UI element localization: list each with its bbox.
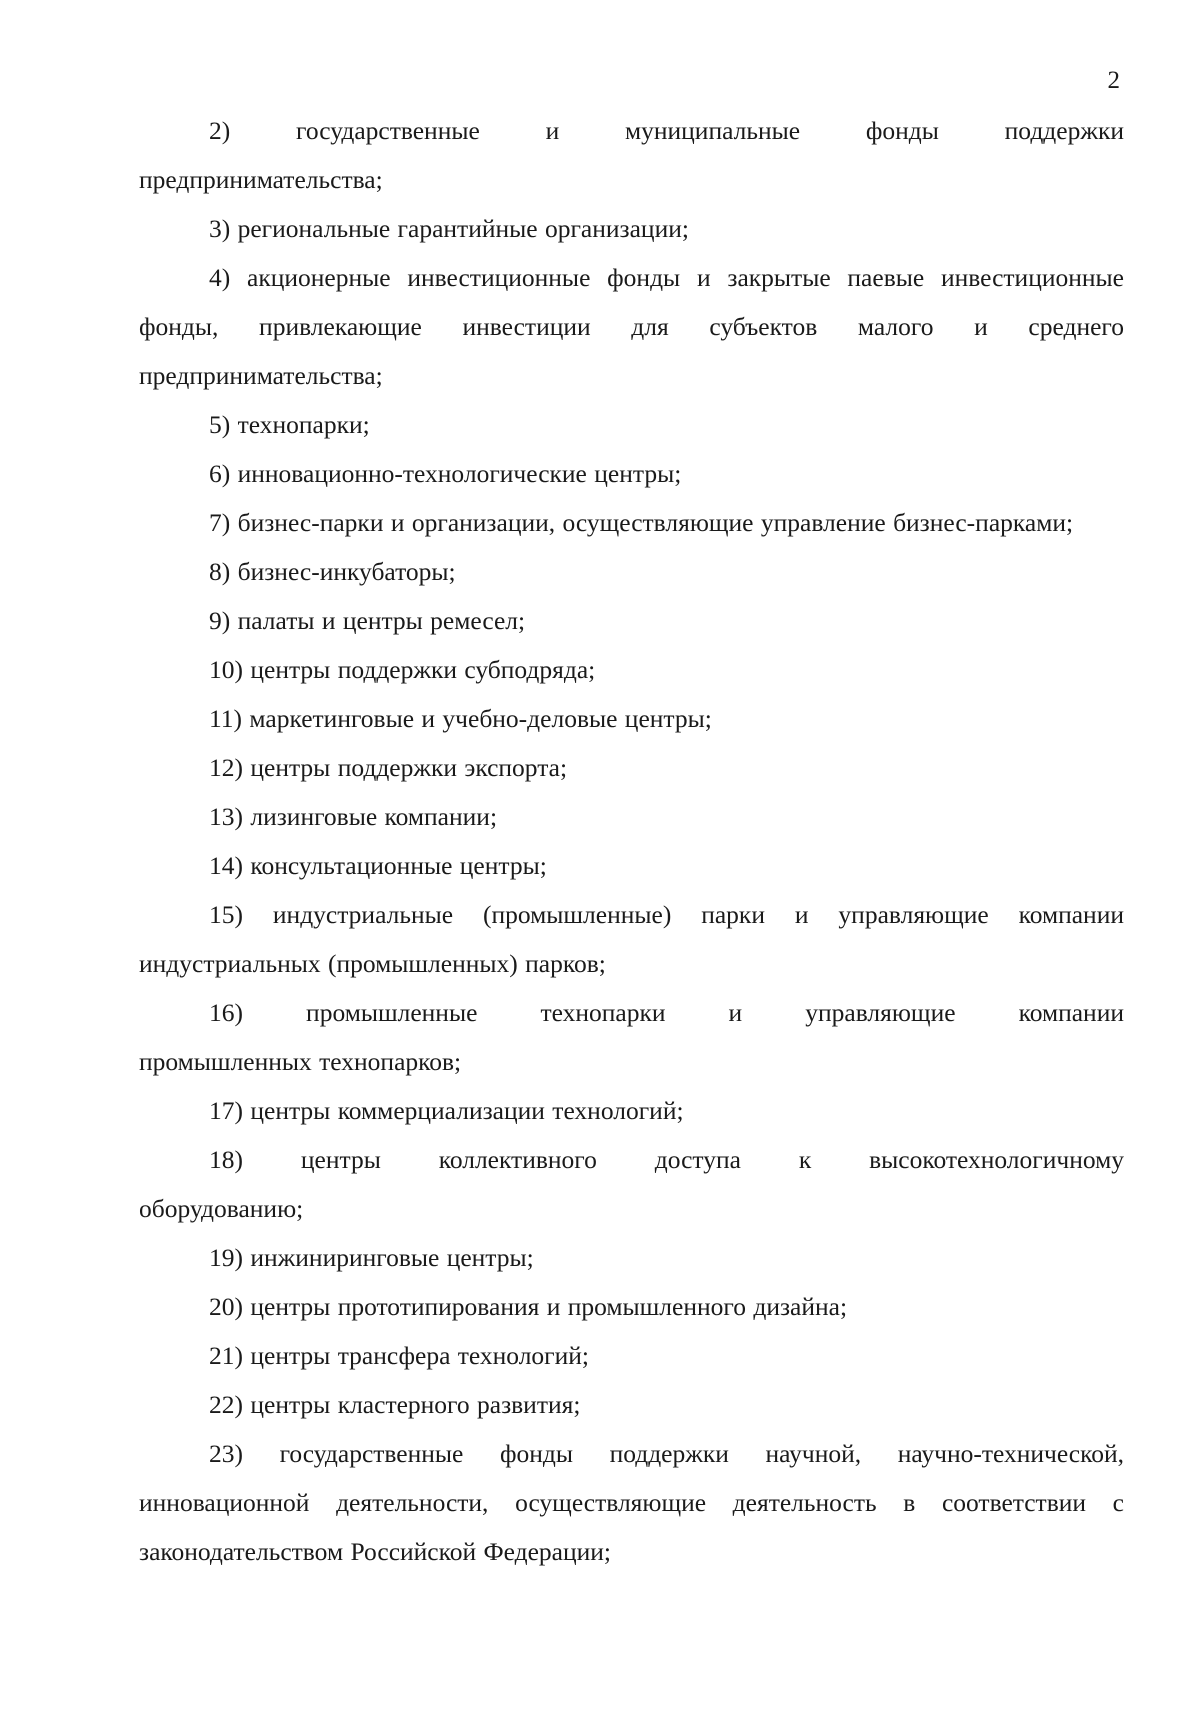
list-item: 9) палаты и центры ремесел; bbox=[209, 606, 526, 635]
page-number: 2 bbox=[1107, 67, 1120, 94]
list-item: 10) центры поддержки субподряда; bbox=[209, 655, 596, 684]
list-item: 14) консультационные центры; bbox=[209, 851, 547, 880]
list-item: 20) центры прототипирования и промышленного дизайна; bbox=[209, 1292, 848, 1321]
list-item: 3) региональные гарантийные организации; bbox=[209, 214, 689, 243]
list-item: 8) бизнес-инкубаторы; bbox=[209, 557, 456, 586]
list-item: 2) государственные и муниципальные фонды поддержки предпринимательства; bbox=[139, 116, 1124, 194]
list-item: 18) центры коллективного доступа к высокотехнологичному оборудованию; bbox=[139, 1145, 1124, 1223]
list-item: 7) бизнес-парки и организации, осуществляющие управление бизнес-парками; bbox=[209, 508, 1074, 537]
list-item: 12) центры поддержки экспорта; bbox=[209, 753, 568, 782]
list-item: 17) центры коммерциализации технологий; bbox=[209, 1096, 684, 1125]
document-body bbox=[139, 106, 1124, 1576]
list-item: 23) государственные фонды поддержки научной, научно-технической, инновационной деятельности, осуществляющие деятельность в соответствии с законодательством Российской Федерации; bbox=[139, 1439, 1124, 1566]
list-item: 5) технопарки; bbox=[209, 410, 370, 439]
list-item: 11) маркетинговые и учебно-деловые центры; bbox=[209, 704, 712, 733]
list-item: 6) инновационно-технологические центры; bbox=[209, 459, 682, 488]
list-item: 19) инжиниринговые центры; bbox=[209, 1243, 534, 1272]
list-item: 4) акционерные инвестиционные фонды и закрытые паевые инвестиционные фонды, привлекающие инвестиции для субъектов малого и среднего предпринимательства; bbox=[139, 263, 1124, 390]
list-item: 22) центры кластерного развития; bbox=[209, 1390, 581, 1419]
list-item: 21) центры трансфера технологий; bbox=[209, 1341, 590, 1370]
list-item: 13) лизинговые компании; bbox=[209, 802, 498, 831]
list-item: 16) промышленные технопарки и управляющие компании промышленных технопарков; bbox=[139, 998, 1124, 1076]
list-item: 15) индустриальные (промышленные) парки и управляющие компании индустриальных (промышленных) парков; bbox=[139, 900, 1124, 978]
